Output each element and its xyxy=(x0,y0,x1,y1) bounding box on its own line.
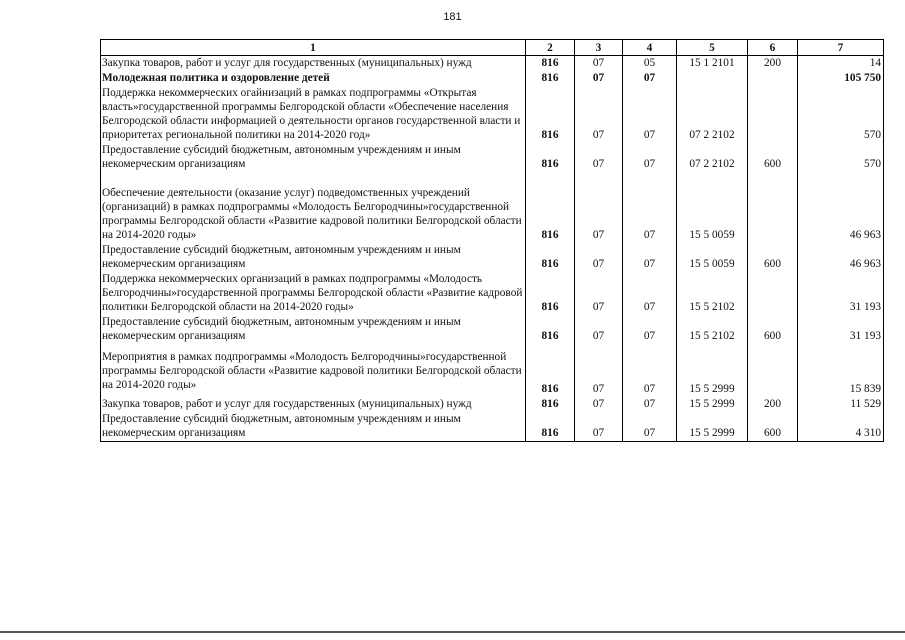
table-row xyxy=(101,315,884,344)
column-header: 3 xyxy=(575,40,623,56)
cell-target-article: 07 2 2102 xyxy=(677,143,748,172)
cell-subsection: 07 xyxy=(623,86,677,143)
page-number: 181 xyxy=(443,11,462,23)
header-row xyxy=(101,40,884,56)
cell-amount: 14 xyxy=(798,56,884,72)
cell-amount: 570 xyxy=(798,143,884,172)
cell-section: 07 xyxy=(575,243,623,272)
cell-amount: 15 839 xyxy=(798,344,884,397)
cell-section: 07 xyxy=(575,397,623,412)
column-header: 2 xyxy=(526,40,575,56)
cell-ministry: 816 xyxy=(526,172,575,243)
table-row xyxy=(101,272,884,315)
row-description: Поддержка некоммерческих огайнизаций в рамках подпрограммы «Открытая власть»государственной программы Белгородской области «Обеспечение населения Белгородской области информацией о деятельности органов государственной власти и приоритетах региональной политики на 2014-2020 год» xyxy=(101,86,526,143)
row-description: Обеспечение деятельности (оказание услуг) подведомственных учреждений (организаций) в рамках подпрограммы «Молодость Белгородчины»государственной программы Белгородской области «Развитие кадровой политики Белгородской области на 2014-2020 годы» xyxy=(101,172,526,243)
cell-expense-type: 600 xyxy=(748,315,798,344)
cell-section: 07 xyxy=(575,86,623,143)
cell-amount: 11 529 xyxy=(798,397,884,412)
cell-expense-type xyxy=(748,272,798,315)
cell-subsection: 07 xyxy=(623,315,677,344)
column-header: 7 xyxy=(798,40,884,56)
cell-expense-type: 600 xyxy=(748,143,798,172)
cell-ministry: 816 xyxy=(526,143,575,172)
table-row xyxy=(101,71,884,86)
row-description: Молодежная политика и оздоровление детей xyxy=(101,71,526,86)
cell-expense-type: 200 xyxy=(748,397,798,412)
cell-ministry: 816 xyxy=(526,315,575,344)
cell-target-article: 15 5 2102 xyxy=(677,272,748,315)
column-header: 1 xyxy=(101,40,526,56)
table-row xyxy=(101,172,884,243)
cell-expense-type: 600 xyxy=(748,243,798,272)
cell-target-article xyxy=(677,71,748,86)
cell-target-article: 15 5 2102 xyxy=(677,315,748,344)
cell-ministry: 816 xyxy=(526,344,575,397)
table-row xyxy=(101,243,884,272)
cell-subsection: 07 xyxy=(623,172,677,243)
cell-ministry: 816 xyxy=(526,71,575,86)
cell-ministry: 816 xyxy=(526,56,575,72)
row-description: Закупка товаров, работ и услуг для государственных (муниципальных) нужд xyxy=(101,56,526,72)
cell-section: 07 xyxy=(575,71,623,86)
cell-amount: 4 310 xyxy=(798,412,884,442)
cell-subsection: 07 xyxy=(623,397,677,412)
scan-edge-line xyxy=(0,631,905,633)
cell-section: 07 xyxy=(575,344,623,397)
cell-expense-type xyxy=(748,86,798,143)
table-row xyxy=(101,86,884,143)
row-description: Закупка товаров, работ и услуг для государственных (муниципальных) нужд xyxy=(101,397,526,412)
row-description: Мероприятия в рамках подпрограммы «Молодость Белгородчины»государственной программы Белгородской области «Развитие кадровой политики Белгородской области на 2014-2020 годы» xyxy=(101,344,526,397)
cell-target-article: 15 5 2999 xyxy=(677,344,748,397)
budget-table xyxy=(100,39,884,442)
cell-section: 07 xyxy=(575,272,623,315)
cell-expense-type xyxy=(748,344,798,397)
cell-subsection: 07 xyxy=(623,272,677,315)
cell-amount: 46 963 xyxy=(798,172,884,243)
table-row xyxy=(101,56,884,72)
cell-expense-type: 200 xyxy=(748,56,798,72)
row-description: Предоставление субсидий бюджетным, автономным учреждениям и иным некомерческим организациям xyxy=(101,412,526,442)
cell-ministry: 816 xyxy=(526,272,575,315)
cell-subsection: 07 xyxy=(623,143,677,172)
cell-ministry: 816 xyxy=(526,86,575,143)
table-row xyxy=(101,344,884,397)
cell-ministry: 816 xyxy=(526,412,575,442)
cell-section: 07 xyxy=(575,412,623,442)
cell-subsection: 07 xyxy=(623,71,677,86)
cell-target-article: 15 5 0059 xyxy=(677,243,748,272)
cell-subsection: 07 xyxy=(623,344,677,397)
cell-amount: 46 963 xyxy=(798,243,884,272)
row-description: Поддержка некоммерческих организаций в рамках подпрограммы «Молодость Белгородчины»государственной программы Белгородской области «Развитие кадровой политики Белгородской области на 2014-2020 годы» xyxy=(101,272,526,315)
cell-section: 07 xyxy=(575,315,623,344)
cell-subsection: 07 xyxy=(623,243,677,272)
cell-amount: 105 750 xyxy=(798,71,884,86)
cell-section: 07 xyxy=(575,56,623,72)
cell-expense-type: 600 xyxy=(748,412,798,442)
cell-target-article: 07 2 2102 xyxy=(677,86,748,143)
cell-subsection: 05 xyxy=(623,56,677,72)
row-description: Предоставление субсидий бюджетным, автономным учреждениям и иным некомерческим организациям xyxy=(101,315,526,344)
row-description: Предоставление субсидий бюджетным, автономным учреждениям и иным некомерческим организациям xyxy=(101,243,526,272)
cell-amount: 31 193 xyxy=(798,315,884,344)
cell-ministry: 816 xyxy=(526,243,575,272)
cell-section: 07 xyxy=(575,143,623,172)
cell-target-article: 15 5 0059 xyxy=(677,172,748,243)
column-header: 4 xyxy=(623,40,677,56)
cell-target-article: 15 1 2101 xyxy=(677,56,748,72)
cell-target-article: 15 5 2999 xyxy=(677,397,748,412)
cell-expense-type xyxy=(748,71,798,86)
row-description: Предоставление субсидий бюджетным, автономным учреждениям и иным некомерческим организациям xyxy=(101,143,526,172)
cell-ministry: 816 xyxy=(526,397,575,412)
cell-section: 07 xyxy=(575,172,623,243)
table-row xyxy=(101,143,884,172)
table-row xyxy=(101,397,884,412)
cell-target-article: 15 5 2999 xyxy=(677,412,748,442)
cell-amount: 570 xyxy=(798,86,884,143)
column-header: 6 xyxy=(748,40,798,56)
cell-expense-type xyxy=(748,172,798,243)
table-row xyxy=(101,412,884,442)
column-header: 5 xyxy=(677,40,748,56)
cell-amount: 31 193 xyxy=(798,272,884,315)
cell-subsection: 07 xyxy=(623,412,677,442)
